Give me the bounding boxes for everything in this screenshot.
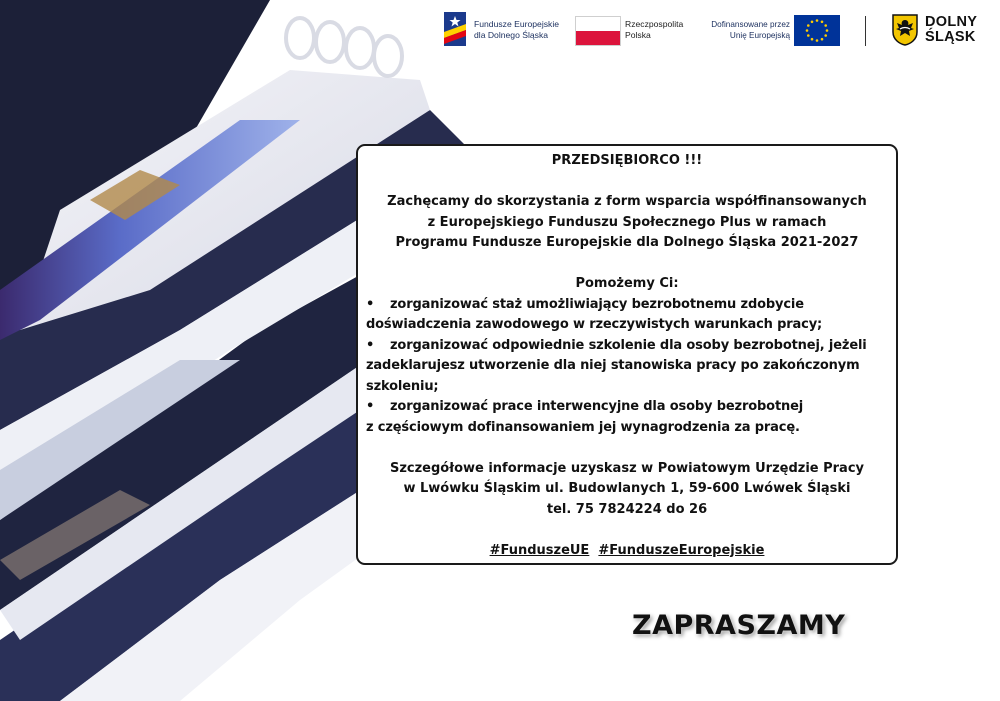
bullet-text: z częściowym dofinansowaniem jej wynagrodzenia za pracę. [366, 419, 800, 435]
bullet-list-line [358, 336, 896, 357]
hashtag-link[interactable]: #FunduszeUE [489, 542, 590, 558]
bullet-text: szkoleniu; [366, 378, 439, 394]
logo-bar [440, 10, 995, 52]
bullet-symbol: • [366, 337, 375, 353]
card-heading: PRZEDSIĘBIORCO !!! [551, 153, 703, 168]
info-line: w Lwówku Śląskim ul. Budowlanych 1, 59-600 Lwówek Śląski [403, 481, 851, 496]
announcement-card [356, 144, 898, 565]
phone-line: tel. 75 7824224 do 26 [546, 501, 708, 517]
bullet-symbol: • [366, 296, 375, 312]
bullet-list-line [358, 295, 896, 316]
bullet-text: zorganizować odpowiednie szkolenie dla osoby bezrobotnej, jeżeli [390, 337, 867, 353]
dolny-slask-logo: DOLNY ŚLĄSK [892, 10, 992, 52]
fe-star-flag-icon [444, 12, 472, 48]
bullet-symbol: • [366, 399, 375, 414]
bullet-text: doświadczenia zawodowego w rzeczywistych warunkach pracy; [366, 317, 823, 332]
hashtags [358, 541, 896, 562]
bullet-text: zadeklarujesz utworzenie dla niej stanowiska pracy po zakończonym [366, 358, 860, 373]
logo-divider [865, 16, 866, 46]
intro-line: Zachęcamy do skorzystania z form wsparcia współfinansowanych [387, 194, 867, 209]
help-title: Pomożemy Ci: [575, 276, 679, 291]
hashtag-link[interactable]: #FunduszeEuropejskie [598, 542, 765, 558]
bullet-list-line [358, 356, 896, 377]
polish-flag-icon [575, 16, 621, 46]
bullet-list-line [358, 377, 896, 398]
eagle-shield-icon [892, 14, 918, 46]
intro-line: Programu Fundusze Europejskie dla Dolnego Śląska 2021-2027 [395, 235, 859, 250]
bullet-list-line [358, 315, 896, 336]
rzeczpospolita-polska-logo: Rzeczpospolita Polska [573, 10, 703, 52]
support-bullet-list [358, 295, 896, 439]
info-line: Szczegółowe informacje uzyskasz w Powiatowym Urzędzie Pracy [389, 460, 865, 476]
fundusze-europejskie-logo: Fundusze Europejskie dla Dolnego Śląska [440, 10, 590, 52]
bullet-text: zorganizować staż umożliwiający bezrobotnemu zdobycie [390, 296, 804, 312]
intro-line: z Europejskiego Funduszu Społecznego Plus w ramach [427, 214, 827, 230]
closing-invitation: ZAPRASZAMY [632, 610, 846, 641]
bullet-list-line [358, 418, 896, 439]
eu-flag-icon [794, 15, 840, 46]
eu-cofinanced-logo: Dofinansowane przez Unię Europejską [702, 10, 852, 52]
bullet-list-line [358, 397, 896, 418]
bullet-text: zorganizować prace interwencyjne dla osoby bezrobotnej [390, 399, 804, 414]
